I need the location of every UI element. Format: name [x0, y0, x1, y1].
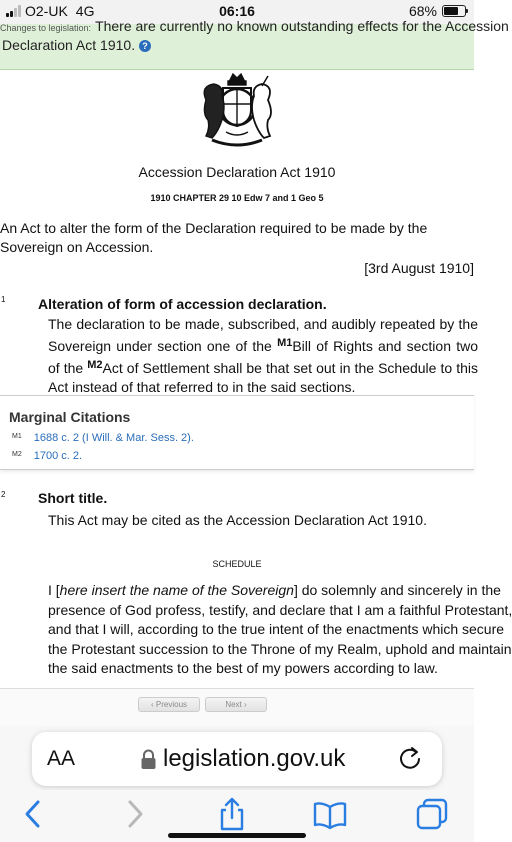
marginal-ref-m2[interactable]: M2 [87, 359, 103, 371]
help-icon[interactable]: ? [139, 40, 151, 52]
schedule-line-3: and that I will, according to the true intent of the enactments which secure [48, 621, 505, 637]
section-1-text-b: Bill of Rights and section two of the [48, 338, 478, 376]
notice-clipped-label: Changes to legislation: [0, 23, 92, 33]
schedule-line-1-emphasis: here insert the name of the Sovereign [59, 582, 294, 598]
citation-id: M1 [12, 433, 22, 440]
carrier-label: O2-UK [25, 3, 68, 19]
section-1-text-c: Act of Settlement shall be that set out in the Schedule to this Act instead of that referred to in the said sections. [48, 360, 479, 395]
forward-icon[interactable] [116, 796, 152, 832]
next-arrow-icon: › [244, 700, 247, 709]
url-text: legislation.gov.uk [163, 745, 346, 772]
schedule-title: SCHEDULE [212, 559, 262, 569]
bookmarks-icon[interactable] [312, 796, 348, 832]
url-display[interactable] [140, 745, 345, 773]
section-1-heading: Alteration of form of accession declaration. [38, 296, 327, 312]
pager-bar [0, 688, 474, 726]
changes-notice-banner [0, 18, 509, 70]
section-1-number: 1 [1, 295, 6, 304]
notice-text-2: Declaration Act 1910. [2, 37, 136, 53]
citation-id: M2 [12, 451, 22, 458]
battery-icon [442, 5, 466, 17]
section-2-body: This Act may be cited as the Accession Declaration Act 1910. [48, 512, 427, 528]
notice-line-1 [0, 18, 509, 34]
notice-line-2 [2, 37, 151, 53]
act-long-title: An Act to alter the form of the Declaration required to be made by the Sovereign on Accession. [0, 220, 428, 255]
schedule-line-2: presence of God profess, testify, and declare that I am a faithful Protestant, [48, 601, 512, 618]
citation-link[interactable]: 1688 c. 2 (I Will. & Mar. Sess. 2). [33, 432, 194, 444]
royal-coat-of-arms-icon [190, 70, 284, 154]
schedule-declaration [48, 581, 512, 679]
browser-toolbar [0, 790, 474, 842]
reload-icon[interactable] [396, 745, 424, 773]
marginal-citations-heading: Marginal Citations [9, 409, 131, 425]
network-label: 4G [75, 3, 95, 19]
royal-assent-date: [3rd August 1910] [364, 260, 474, 276]
next-button[interactable] [205, 697, 267, 712]
section-1-text-a: The declaration to be made, subscribed, and audibly repeated by the Sovereign under section one of the [48, 316, 478, 354]
notice-text-1: There are currently no known outstanding effects for the Accession [95, 18, 509, 34]
citation-item [12, 450, 82, 462]
share-icon[interactable] [214, 796, 250, 832]
marginal-citations-panel [0, 395, 474, 470]
section-2-heading: Short title. [38, 490, 108, 506]
status-time: 06:16 [219, 3, 255, 19]
next-label: Next [225, 700, 242, 709]
previous-label: Previous [155, 700, 188, 709]
browser-address-area [0, 726, 474, 790]
citation-link[interactable]: 1700 c. 2. [33, 450, 83, 462]
act-title: Accession Declaration Act 1910 [138, 164, 336, 180]
page-settings-button[interactable]: AA [47, 747, 76, 770]
schedule-line-4: the Protestant succession to the Throne of my Realm, uphold and maintain [48, 640, 512, 657]
status-right [409, 3, 466, 19]
citation-item [12, 432, 194, 444]
battery-percent: 68% [408, 3, 437, 19]
lock-icon [140, 748, 157, 770]
schedule-line-5: the said enactments to the best of my powers according to law. [48, 660, 438, 676]
home-indicator [168, 833, 306, 838]
section-2-number: 2 [1, 490, 6, 499]
previous-arrow-icon: ‹ [150, 700, 154, 709]
back-icon[interactable] [16, 796, 52, 832]
section-1-body [48, 315, 478, 397]
address-bar[interactable] [32, 732, 442, 786]
schedule-line-1b: ] do solemnly and sincerely in the [293, 582, 501, 598]
schedule-line-1a: I [ [48, 582, 60, 598]
act-chapter: 1910 CHAPTER 29 10 Edw 7 and 1 Geo 5 [150, 193, 324, 203]
previous-button[interactable] [138, 697, 200, 712]
marginal-ref-m1[interactable]: M1 [277, 337, 293, 349]
tabs-icon[interactable] [414, 796, 450, 832]
schedule-line [48, 581, 501, 601]
